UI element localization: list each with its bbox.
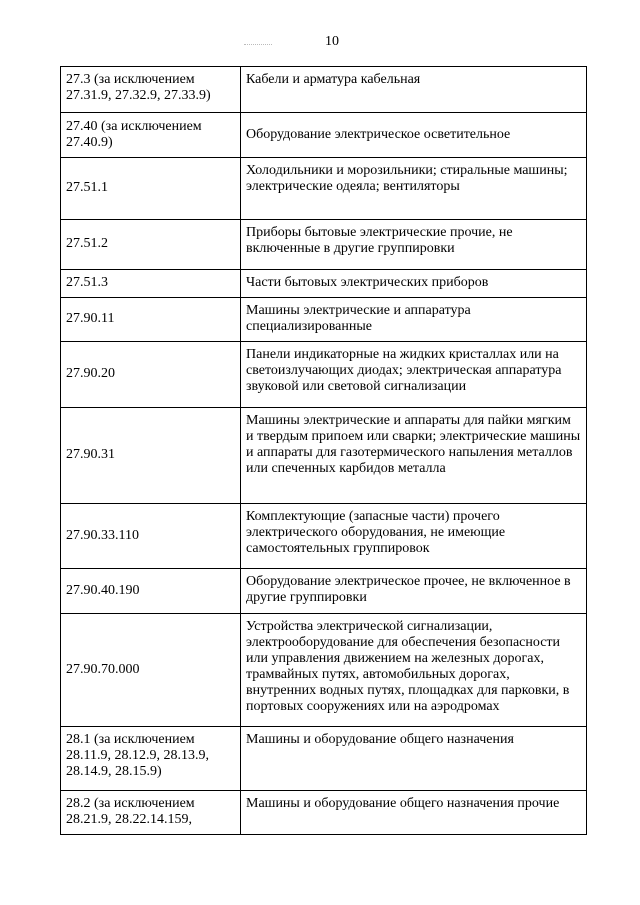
description-cell: Машины электрические и аппаратура специализированные — [241, 298, 587, 342]
description-cell: Части бытовых электрических приборов — [241, 270, 587, 298]
table-row — [61, 270, 587, 298]
description-cell: Устройства электрической сигнализации, электрооборудование для обеспечения безопасности или управления движением на железных дорогах, трамвайных путях, автомобильных дорогах, внутренних водных путях, площадках для парковки, в портовых сооружениях или на аэродромах — [241, 614, 587, 727]
code-cell: 27.90.70.000 — [61, 614, 241, 727]
description-cell: Оборудование электрическое осветительное — [241, 113, 587, 158]
code-cell: 27.3 (за исключением 27.31.9, 27.32.9, 27.33.9) — [61, 67, 241, 113]
code-cell: 28.1 (за исключением 28.11.9, 28.12.9, 28.13.9, 28.14.9, 28.15.9) — [61, 727, 241, 791]
table-row — [61, 727, 587, 791]
code-cell: 27.51.3 — [61, 270, 241, 298]
table-row — [61, 342, 587, 408]
classification-table — [60, 66, 587, 835]
table-row — [61, 569, 587, 614]
table-row — [61, 298, 587, 342]
description-cell: Оборудование электрическое прочее, не включенное в другие группировки — [241, 569, 587, 614]
description-cell: Машины и оборудование общего назначения — [241, 727, 587, 791]
code-cell: 27.90.40.190 — [61, 569, 241, 614]
description-cell: Машины электрические и аппараты для пайки мягким и твердым припоем или сварки; электрические машины и аппараты для газотермического напыления металлов или спеченных карбидов металла — [241, 408, 587, 504]
table-row — [61, 408, 587, 504]
table-row — [61, 791, 587, 835]
code-cell: 28.2 (за исключением 28.21.9, 28.22.14.159, — [61, 791, 241, 835]
description-cell: Приборы бытовые электрические прочие, не включенные в другие группировки — [241, 220, 587, 270]
description-cell: Холодильники и морозильники; стиральные машины; электрические одеяла; вентиляторы — [241, 158, 587, 220]
code-cell: 27.51.1 — [61, 158, 241, 220]
scan-mark — [244, 44, 272, 45]
code-cell: 27.90.20 — [61, 342, 241, 408]
code-cell: 27.90.11 — [61, 298, 241, 342]
table-row — [61, 67, 587, 113]
table-row — [61, 158, 587, 220]
description-cell: Панели индикаторные на жидких кристаллах или на светоизлучающих диодах; электрическая аппаратура звуковой или световой сигнализации — [241, 342, 587, 408]
description-cell: Машины и оборудование общего назначения прочие — [241, 791, 587, 835]
table-row — [61, 220, 587, 270]
description-cell: Комплектующие (запасные части) прочего электрического оборудования, не имеющие самостоятельных группировок — [241, 504, 587, 569]
table-row — [61, 614, 587, 727]
code-cell: 27.51.2 — [61, 220, 241, 270]
code-cell: 27.90.33.110 — [61, 504, 241, 569]
table-row — [61, 504, 587, 569]
description-cell: Кабели и арматура кабельная — [241, 67, 587, 113]
code-cell: 27.90.31 — [61, 408, 241, 504]
page-number: 10 — [325, 34, 339, 49]
table-row — [61, 113, 587, 158]
code-cell: 27.40 (за исключением 27.40.9) — [61, 113, 241, 158]
